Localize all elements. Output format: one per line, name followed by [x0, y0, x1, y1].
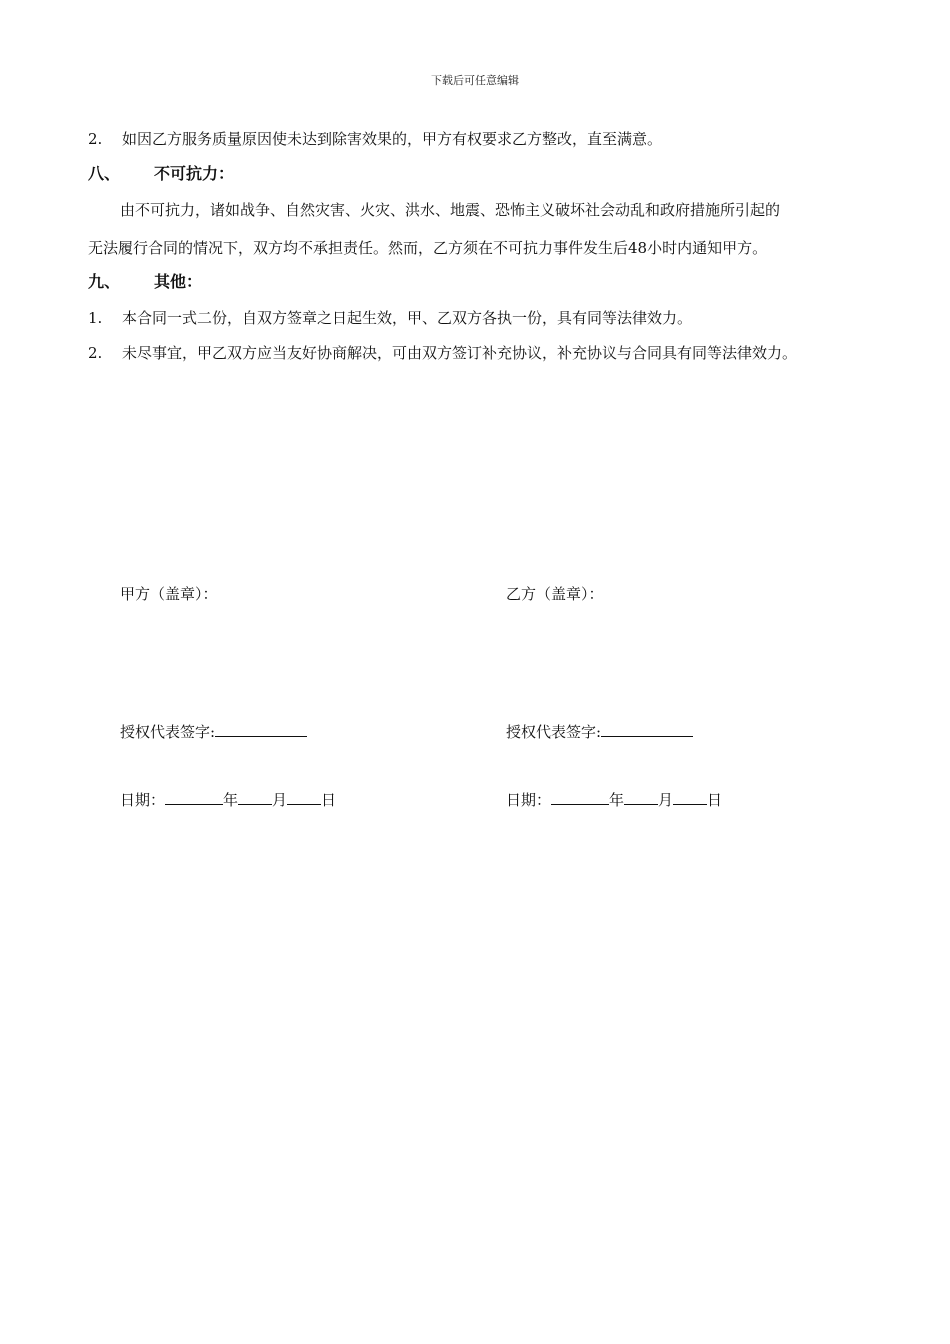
- month-blank[interactable]: [238, 790, 272, 805]
- heading-number: 九、: [88, 272, 121, 291]
- page-header: 下载后可任意编辑: [431, 74, 519, 87]
- month-blank[interactable]: [624, 790, 658, 805]
- year-blank[interactable]: [165, 790, 223, 805]
- day-label: 日: [707, 791, 723, 809]
- item-text: 未尽事宜，甲乙双方应当友好协商解决，可由双方签订补充协议，补充协议与合同具有同等法律效力。: [122, 344, 798, 362]
- signature-blank[interactable]: [601, 722, 693, 737]
- month-label: 月: [272, 791, 288, 809]
- heading-title: 不可抗力：: [154, 164, 235, 183]
- year-blank[interactable]: [551, 790, 609, 805]
- party-a-representative: [120, 722, 307, 742]
- clause9-heading: [88, 272, 202, 292]
- clause9-item-1: [88, 308, 692, 328]
- item-number: 2.: [88, 344, 103, 362]
- date-label: 日期：: [120, 791, 166, 809]
- year-label: 年: [223, 791, 239, 809]
- clause9-item-2: [88, 343, 797, 363]
- clause8-paragraph-line-1: 由不可抗力，诸如战争、自然灾害、火灾、洪水、地震、恐怖主义破坏社会动乱和政府措施所引起的: [120, 201, 781, 219]
- date-label: 日期：: [506, 791, 552, 809]
- signature-blank[interactable]: [215, 722, 307, 737]
- item-number: 1.: [88, 309, 103, 327]
- heading-title: 其他：: [154, 272, 203, 291]
- month-label: 月: [658, 791, 674, 809]
- party-a-date: [120, 790, 336, 810]
- day-blank[interactable]: [673, 790, 707, 805]
- party-b-date: [506, 790, 722, 810]
- clause8-paragraph-line-2: 无法履行合同的情况下，双方均不承担责任。然而，乙方须在不可抗力事件发生后48小时内通知甲方。: [88, 239, 768, 257]
- party-b-representative: [506, 722, 693, 742]
- party-b-seal-label: 乙方（盖章）：: [506, 585, 604, 603]
- rep-label: 授权代表签字:: [120, 723, 216, 741]
- item-number: 2.: [88, 130, 103, 148]
- day-blank[interactable]: [287, 790, 321, 805]
- day-label: 日: [321, 791, 337, 809]
- item-text: 如因乙方服务质量原因使未达到除害效果的，甲方有权要求乙方整改，直至满意。: [122, 130, 663, 148]
- clause7-item-2: [88, 129, 662, 149]
- party-a-seal-label: 甲方（盖章）：: [120, 585, 218, 603]
- rep-label: 授权代表签字:: [506, 723, 602, 741]
- heading-number: 八、: [88, 164, 121, 183]
- item-text: 本合同一式二份，自双方签章之日起生效，甲、乙双方各执一份，具有同等法律效力。: [122, 309, 693, 327]
- clause8-heading: [88, 164, 234, 184]
- year-label: 年: [609, 791, 625, 809]
